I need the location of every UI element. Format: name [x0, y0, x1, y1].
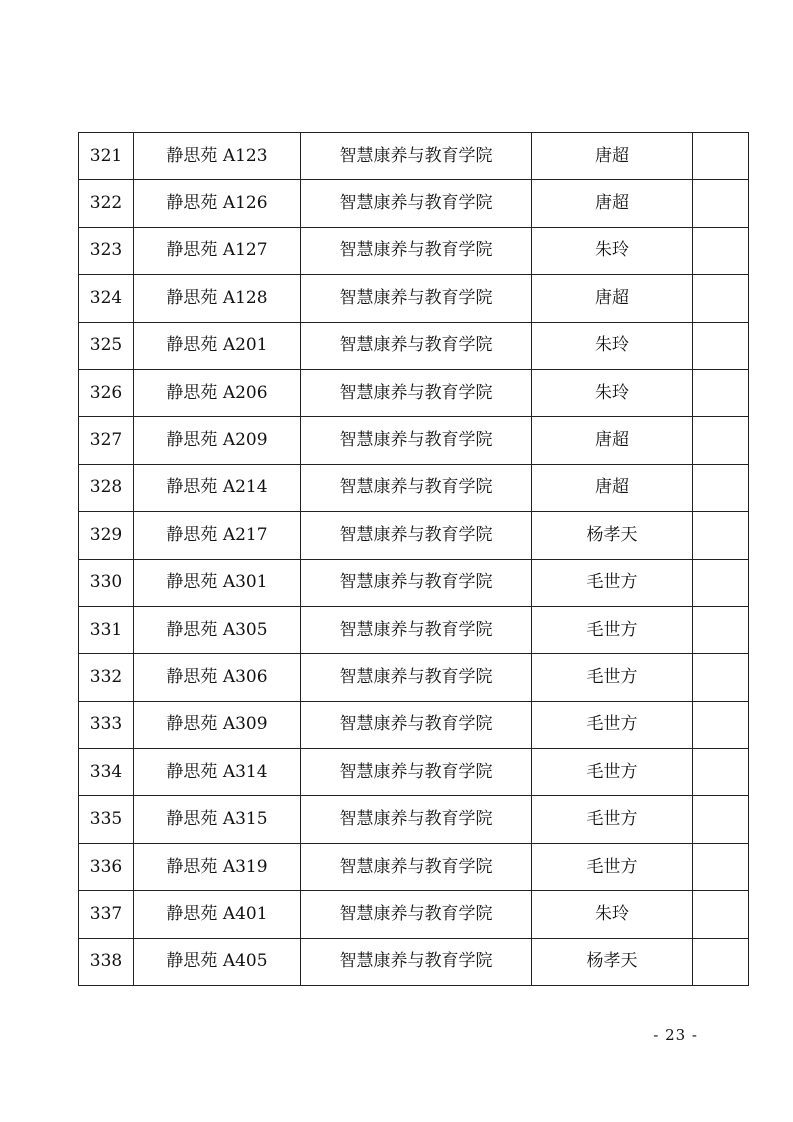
person-cell: 朱玲 — [532, 891, 693, 938]
room-cell: 静思苑 A214 — [134, 464, 301, 511]
college-cell: 智慧康养与教育学院 — [301, 417, 532, 464]
table-row — [79, 417, 749, 464]
table-row — [79, 559, 749, 606]
room-cell: 静思苑 A217 — [134, 512, 301, 559]
college-cell: 智慧康养与教育学院 — [301, 133, 532, 180]
remarks-cell — [693, 559, 749, 606]
remarks-cell — [693, 843, 749, 890]
dormitory-table — [78, 132, 749, 986]
remarks-cell — [693, 322, 749, 369]
row-number-cell: 336 — [79, 843, 134, 890]
remarks-cell — [693, 749, 749, 796]
table-row — [79, 512, 749, 559]
row-number-cell: 334 — [79, 749, 134, 796]
person-cell: 毛世方 — [532, 749, 693, 796]
person-cell: 杨孝天 — [532, 512, 693, 559]
row-number-cell: 329 — [79, 512, 134, 559]
college-cell: 智慧康养与教育学院 — [301, 322, 532, 369]
table-row — [79, 938, 749, 985]
table-row — [79, 369, 749, 416]
row-number-cell: 328 — [79, 464, 134, 511]
row-number-cell: 326 — [79, 369, 134, 416]
row-number-cell: 321 — [79, 133, 134, 180]
college-cell: 智慧康养与教育学院 — [301, 749, 532, 796]
remarks-cell — [693, 701, 749, 748]
person-cell: 唐超 — [532, 275, 693, 322]
room-cell: 静思苑 A301 — [134, 559, 301, 606]
row-number-cell: 323 — [79, 227, 134, 274]
person-cell: 毛世方 — [532, 606, 693, 653]
table-row — [79, 227, 749, 274]
person-cell: 唐超 — [532, 417, 693, 464]
remarks-cell — [693, 512, 749, 559]
person-cell: 毛世方 — [532, 843, 693, 890]
person-cell: 唐超 — [532, 180, 693, 227]
remarks-cell — [693, 938, 749, 985]
row-number-cell: 324 — [79, 275, 134, 322]
room-cell: 静思苑 A126 — [134, 180, 301, 227]
remarks-cell — [693, 891, 749, 938]
remarks-cell — [693, 180, 749, 227]
person-cell: 毛世方 — [532, 559, 693, 606]
remarks-cell — [693, 369, 749, 416]
row-number-cell: 322 — [79, 180, 134, 227]
room-cell: 静思苑 A401 — [134, 891, 301, 938]
row-number-cell: 331 — [79, 606, 134, 653]
table-row — [79, 464, 749, 511]
row-number-cell: 333 — [79, 701, 134, 748]
room-cell: 静思苑 A405 — [134, 938, 301, 985]
remarks-cell — [693, 227, 749, 274]
college-cell: 智慧康养与教育学院 — [301, 180, 532, 227]
college-cell: 智慧康养与教育学院 — [301, 559, 532, 606]
room-cell: 静思苑 A319 — [134, 843, 301, 890]
remarks-cell — [693, 464, 749, 511]
remarks-cell — [693, 417, 749, 464]
room-cell: 静思苑 A306 — [134, 654, 301, 701]
room-cell: 静思苑 A206 — [134, 369, 301, 416]
room-cell: 静思苑 A128 — [134, 275, 301, 322]
college-cell: 智慧康养与教育学院 — [301, 275, 532, 322]
room-cell: 静思苑 A201 — [134, 322, 301, 369]
table-body — [79, 133, 749, 986]
college-cell: 智慧康养与教育学院 — [301, 512, 532, 559]
room-cell: 静思苑 A127 — [134, 227, 301, 274]
table-row — [79, 654, 749, 701]
college-cell: 智慧康养与教育学院 — [301, 654, 532, 701]
college-cell: 智慧康养与教育学院 — [301, 796, 532, 843]
person-cell: 毛世方 — [532, 654, 693, 701]
remarks-cell — [693, 133, 749, 180]
college-cell: 智慧康养与教育学院 — [301, 606, 532, 653]
college-cell: 智慧康养与教育学院 — [301, 701, 532, 748]
row-number-cell: 330 — [79, 559, 134, 606]
college-cell: 智慧康养与教育学院 — [301, 843, 532, 890]
row-number-cell: 337 — [79, 891, 134, 938]
remarks-cell — [693, 654, 749, 701]
table-row — [79, 891, 749, 938]
room-cell: 静思苑 A123 — [134, 133, 301, 180]
table-row — [79, 796, 749, 843]
person-cell: 唐超 — [532, 133, 693, 180]
room-cell: 静思苑 A315 — [134, 796, 301, 843]
table-row — [79, 180, 749, 227]
person-cell: 朱玲 — [532, 227, 693, 274]
remarks-cell — [693, 796, 749, 843]
college-cell: 智慧康养与教育学院 — [301, 227, 532, 274]
row-number-cell: 327 — [79, 417, 134, 464]
row-number-cell: 338 — [79, 938, 134, 985]
person-cell: 毛世方 — [532, 796, 693, 843]
table-row — [79, 606, 749, 653]
room-cell: 静思苑 A209 — [134, 417, 301, 464]
remarks-cell — [693, 606, 749, 653]
college-cell: 智慧康养与教育学院 — [301, 891, 532, 938]
person-cell: 朱玲 — [532, 322, 693, 369]
table-row — [79, 749, 749, 796]
college-cell: 智慧康养与教育学院 — [301, 938, 532, 985]
room-cell: 静思苑 A305 — [134, 606, 301, 653]
table-row — [79, 275, 749, 322]
room-cell: 静思苑 A309 — [134, 701, 301, 748]
person-cell: 唐超 — [532, 464, 693, 511]
row-number-cell: 325 — [79, 322, 134, 369]
remarks-cell — [693, 275, 749, 322]
row-number-cell: 332 — [79, 654, 134, 701]
college-cell: 智慧康养与教育学院 — [301, 369, 532, 416]
table-row — [79, 322, 749, 369]
person-cell: 朱玲 — [532, 369, 693, 416]
page-number: - 23 - — [653, 1026, 698, 1044]
row-number-cell: 335 — [79, 796, 134, 843]
table-row — [79, 133, 749, 180]
room-cell: 静思苑 A314 — [134, 749, 301, 796]
table-row — [79, 843, 749, 890]
table-row — [79, 701, 749, 748]
person-cell: 杨孝天 — [532, 938, 693, 985]
college-cell: 智慧康养与教育学院 — [301, 464, 532, 511]
person-cell: 毛世方 — [532, 701, 693, 748]
